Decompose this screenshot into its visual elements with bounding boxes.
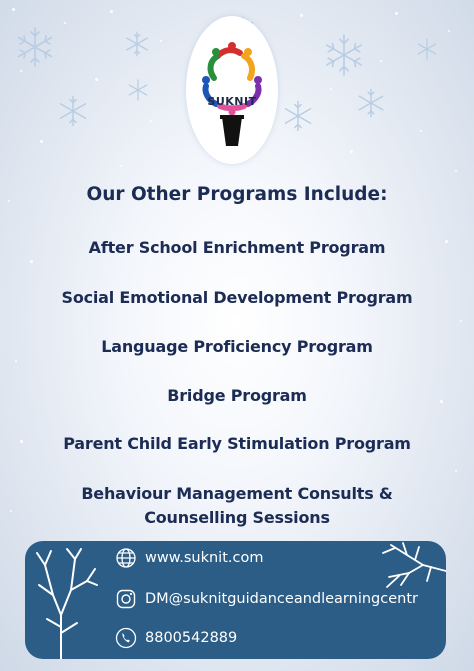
suknit-logo-icon (186, 16, 278, 164)
phone-icon (115, 627, 137, 649)
snowflake-icon (14, 26, 56, 68)
brand-name: SUKNIT (207, 95, 257, 108)
snowflake-icon (416, 38, 438, 60)
snowflake-icon (322, 33, 366, 77)
program-item: After School Enrichment Program (88, 238, 386, 257)
program-item: Parent Child Early Stimulation Program (63, 434, 411, 453)
website-link[interactable] (115, 547, 263, 569)
program-item: Social Emotional Development Program (61, 288, 413, 307)
program-item: Language Proficiency Program (101, 337, 373, 356)
instagram-link[interactable] (115, 588, 418, 610)
contact-panel (25, 541, 446, 659)
snowflake-icon (127, 79, 149, 101)
instagram-icon (115, 588, 137, 610)
snowflake-icon (356, 88, 386, 118)
tree-icon (31, 545, 101, 659)
page-heading: Our Other Programs Include: (86, 184, 388, 205)
globe-icon (115, 547, 137, 569)
phone-link[interactable] (115, 627, 237, 649)
program-item: Behaviour Management Consults & (81, 484, 393, 503)
program-item: Bridge Program (167, 386, 307, 405)
instagram-text: DM@suknitguidanceandlearningcentr (145, 591, 418, 607)
snowflake-icon (282, 100, 314, 132)
logo-badge (186, 16, 278, 164)
program-item: Counselling Sessions (144, 508, 330, 527)
snowflake-icon (124, 31, 150, 57)
website-text: www.suknit.com (145, 550, 264, 566)
snowflake-icon (57, 95, 89, 127)
phone-text: 8800542889 (145, 630, 238, 646)
